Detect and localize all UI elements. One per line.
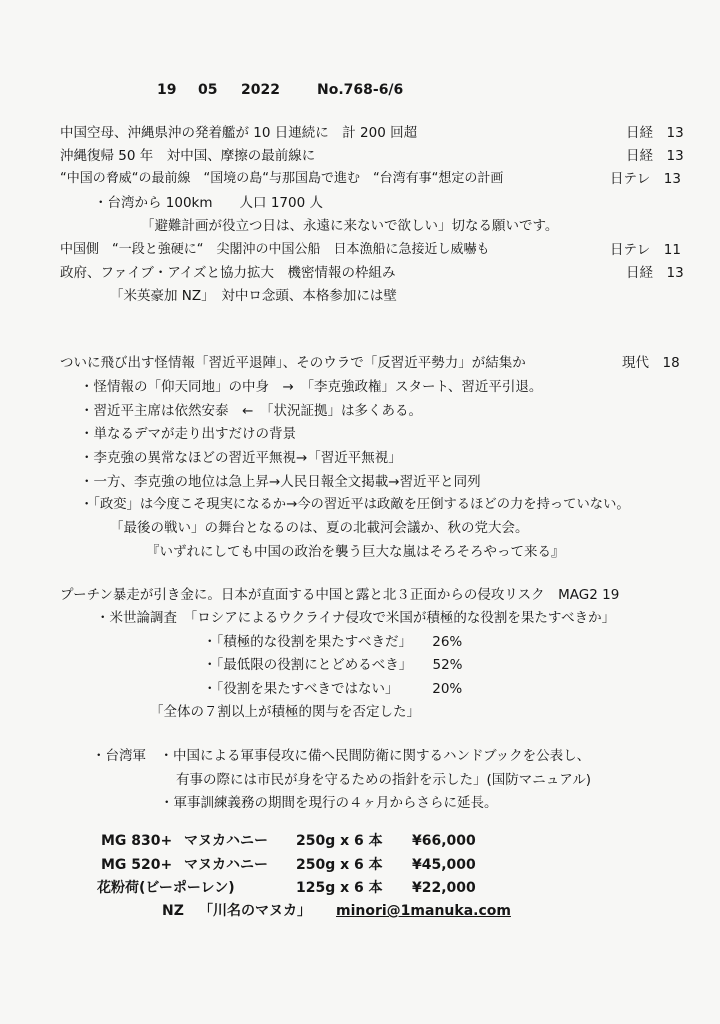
contact-country: NZ [162,903,184,919]
header-issue: No.768-6/6 [317,82,404,98]
taiwan-point: ・軍事訓練義務の期間を現行の４ヶ月からさらに延長。 [160,795,498,811]
product-desc: マヌカハニー [184,857,268,873]
survey-answer: ・「最低限の役割にとどめるべき」 52% [203,657,463,673]
news-source: 日経 13 [626,148,684,164]
product-name: MG 520+ [101,857,173,873]
politics-point: ・習近平主席は依然安泰 ← 「状況証拠」は多くある。 [80,403,423,419]
news-source: 日経 13 [626,265,684,281]
news-headline: 沖縄復帰 50 年 対中国、摩擦の最前線に [60,148,316,164]
contact-shop: 「川名のマヌカ」 [199,903,311,919]
header-year: 2022 [241,82,280,98]
product-name: MG 830+ [101,833,173,849]
survey-answer: ・「役割を果たすべきではない」 20% [203,681,463,697]
news-source: 日経 13 [626,125,684,141]
product-qty: 250g x 6 本 [296,857,383,873]
politics-point: ・李克強の異常なほどの習近平無視→「習近平無視」 [80,450,402,466]
product-name: 花粉荷(ビーポーレン) [97,880,235,896]
politics-point: ・単なるデマが走り出すだけの背景 [80,426,296,442]
news-headline: 政府、ファイブ・アイズと協力拡大 機密情報の枠組み [60,265,396,281]
politics-headline: ついに飛び出す怪情報「習近平退陣」、そのウラで「反習近平勢力」が結集か [60,355,526,371]
news-headline: “中国の脅威“の最前線 “国境の島“与那国島で進む “台湾有事“想定の計画 [60,171,504,186]
politics-conclusion: 『いずれにしても中国の政治を襲う巨大な嵐はそろそろやって来る』 [146,544,565,560]
product-price: ¥22,000 [412,880,476,896]
product-price: ¥45,000 [412,857,476,873]
politics-point: ・「政変」は今度こそ現実になるか→今の習近平は政敵を圧倒するほどの力を持っていない。 [80,497,630,512]
news-comment: 「避難計画が役立つ日は、永遠に来ないで欲しい」切なる願いです。 [141,218,559,234]
news-headline: 中国空母、沖縄県沖の発着艦が 10 日連続に 計 200 回超 [60,125,418,141]
politics-source: 現代 18 [622,355,680,371]
survey-question: ・米世論調査 「ロシアによるウクライナ侵攻で米国が積極的な役割を果たすべきか」 [96,610,616,626]
product-price: ¥66,000 [412,833,476,849]
politics-point: ・一方、李克強の地位は急上昇→人民日報全文掲載→習近平と同列 [80,474,481,490]
contact-email[interactable]: minori@1manuka.com [336,903,511,919]
news-source: 日テレ 13 [610,171,681,187]
product-qty: 250g x 6 本 [296,833,383,849]
news-detail: 「米英豪加 NZ」 対中ロ念頭、本格参加には壁 [110,288,397,304]
news-headline: 中国側 “一段と強硬に“ 尖閣沖の中国公船 日本漁船に急接近し威嚇も [60,242,490,257]
survey-answer: ・「積極的な役割を果たすべきだ」 26% [203,634,463,650]
politics-point: ・怪情報の「仰天同地」の中身 → 「李克強政権」スタート、習近平引退。 [80,379,543,395]
taiwan-detail: 有事の際には市民が身を守るための指針を示した」(国防マニュアル) [176,772,591,788]
product-qty: 125g x 6 本 [296,880,383,896]
survey-summary: 「全体の７割以上が積極的関与を否定した」 [150,704,420,720]
header-month: 05 [198,82,218,98]
risk-headline: プーチン暴走が引き金に。日本が直面する中国と露と北３正面からの侵攻リスク MAG2 19 [60,587,620,603]
taiwan-point: ・台湾軍 ・中国による軍事侵攻に備へ民間防衛に関するハンドブックを公表し、 [92,748,591,764]
news-detail: ・台湾から 100km 人口 1700 人 [94,195,323,211]
header-day: 19 [157,82,177,98]
news-source: 日テレ 11 [610,242,681,258]
product-desc: マヌカハニー [184,833,268,849]
politics-comment: 「最後の戦い」の舞台となるのは、夏の北載河会議か、秋の党大会。 [110,520,529,536]
